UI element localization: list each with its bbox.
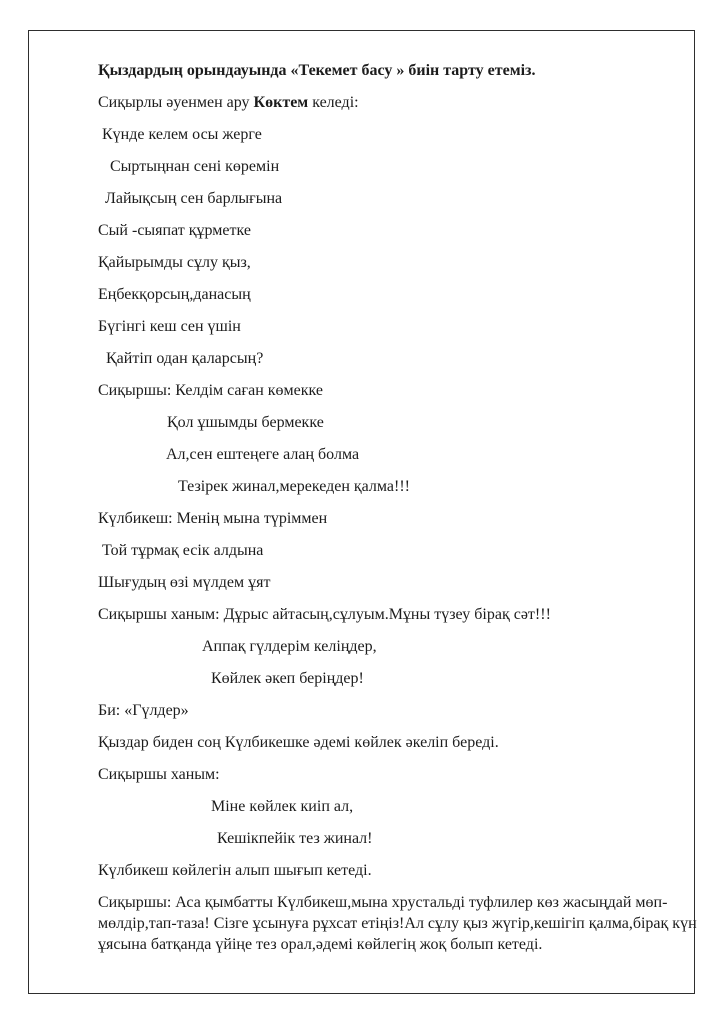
intro-line bbox=[98, 92, 636, 113]
stage-direction-dance: Би: «Гүлдер» bbox=[98, 702, 189, 719]
verse-line: Сыртыңнан сені көремін bbox=[110, 158, 280, 175]
verse-line: Қайтіп одан қаларсың? bbox=[106, 350, 264, 367]
final-paragraph-line: ұясына батқанда үйіңе тез орал,әдемі көйлегің жоқ болып кетеді. bbox=[98, 936, 543, 953]
dialog-continuation-line: Тезірек жинал,мерекеден қалма!!! bbox=[178, 478, 411, 495]
dialog-continuation-line: Көйлек әкеп беріңдер! bbox=[211, 670, 364, 687]
dialog-sorcerer-line: Сиқыршы: Келдім саған көмекке bbox=[98, 382, 324, 399]
dialog-continuation-line: Ал,сен ештеңеге алаң болма bbox=[166, 446, 360, 463]
dialog-continuation-line: Шығудың өзі мүлдем ұят bbox=[98, 574, 271, 591]
page-border bbox=[28, 30, 695, 994]
dialog-kulbikesh-line: Күлбикеш: Менің мына түріммен bbox=[98, 510, 328, 527]
final-paragraph-line: мөлдір,тап-таза! Сізге ұсынуға рұхсат етіңіз!Ал сұлу қыз жүгір,кешігіп қалма,бірақ күн bbox=[98, 915, 697, 932]
dialog-sorceress-line: Сиқыршы ханым: Дұрыс айтасың,сұлуым.Мұны түзеу бірақ сәт!!! bbox=[98, 606, 551, 623]
dialog-sorceress-line: Сиқыршы ханым: bbox=[98, 766, 220, 783]
verse-line: Еңбекқорсың,данасың bbox=[98, 286, 251, 303]
character-name-koktem: Көктем bbox=[253, 94, 309, 111]
dialog-continuation-line: Кешікпейік тез жинал! bbox=[217, 830, 373, 847]
document-body bbox=[98, 60, 697, 955]
stage-direction: Күлбикеш көйлегін алып шығып кетеді. bbox=[98, 862, 372, 879]
dialog-continuation-line: Той тұрмақ есік алдына bbox=[102, 542, 264, 559]
dialog-continuation-line: Қол ұшымды бермекке bbox=[167, 414, 324, 431]
intro-text-post: келеді: bbox=[308, 94, 359, 111]
dialog-continuation-line: Аппақ гүлдерім келіңдер, bbox=[202, 638, 377, 655]
verse-line: Лайықсың сен барлығына bbox=[105, 190, 283, 207]
final-paragraph-line: Сиқыршы: Аса қымбатты Күлбикеш,мына хрустальді туфлилер көз жасыңдай мөп- bbox=[98, 894, 668, 911]
verse-line: Күнде келем осы жерге bbox=[102, 126, 262, 143]
verse-line: Бүгінгі кеш сен үшін bbox=[98, 318, 241, 335]
intro-text-pre: Сиқырлы әуенмен ару bbox=[98, 94, 254, 111]
verse-line: Сый -сыяпат құрметке bbox=[98, 222, 251, 239]
stage-direction: Қыздар биден соң Күлбикешке әдемі көйлек әкеліп береді. bbox=[98, 734, 499, 751]
dialog-final-paragraph bbox=[98, 892, 697, 955]
doc-title: Қыздардың орындауында «Текемет басу » биін тарту етеміз. bbox=[98, 62, 536, 79]
dialog-continuation-line: Міне көйлек киіп ал, bbox=[211, 798, 354, 815]
verse-line: Қайырымды сұлу қыз, bbox=[98, 254, 251, 271]
